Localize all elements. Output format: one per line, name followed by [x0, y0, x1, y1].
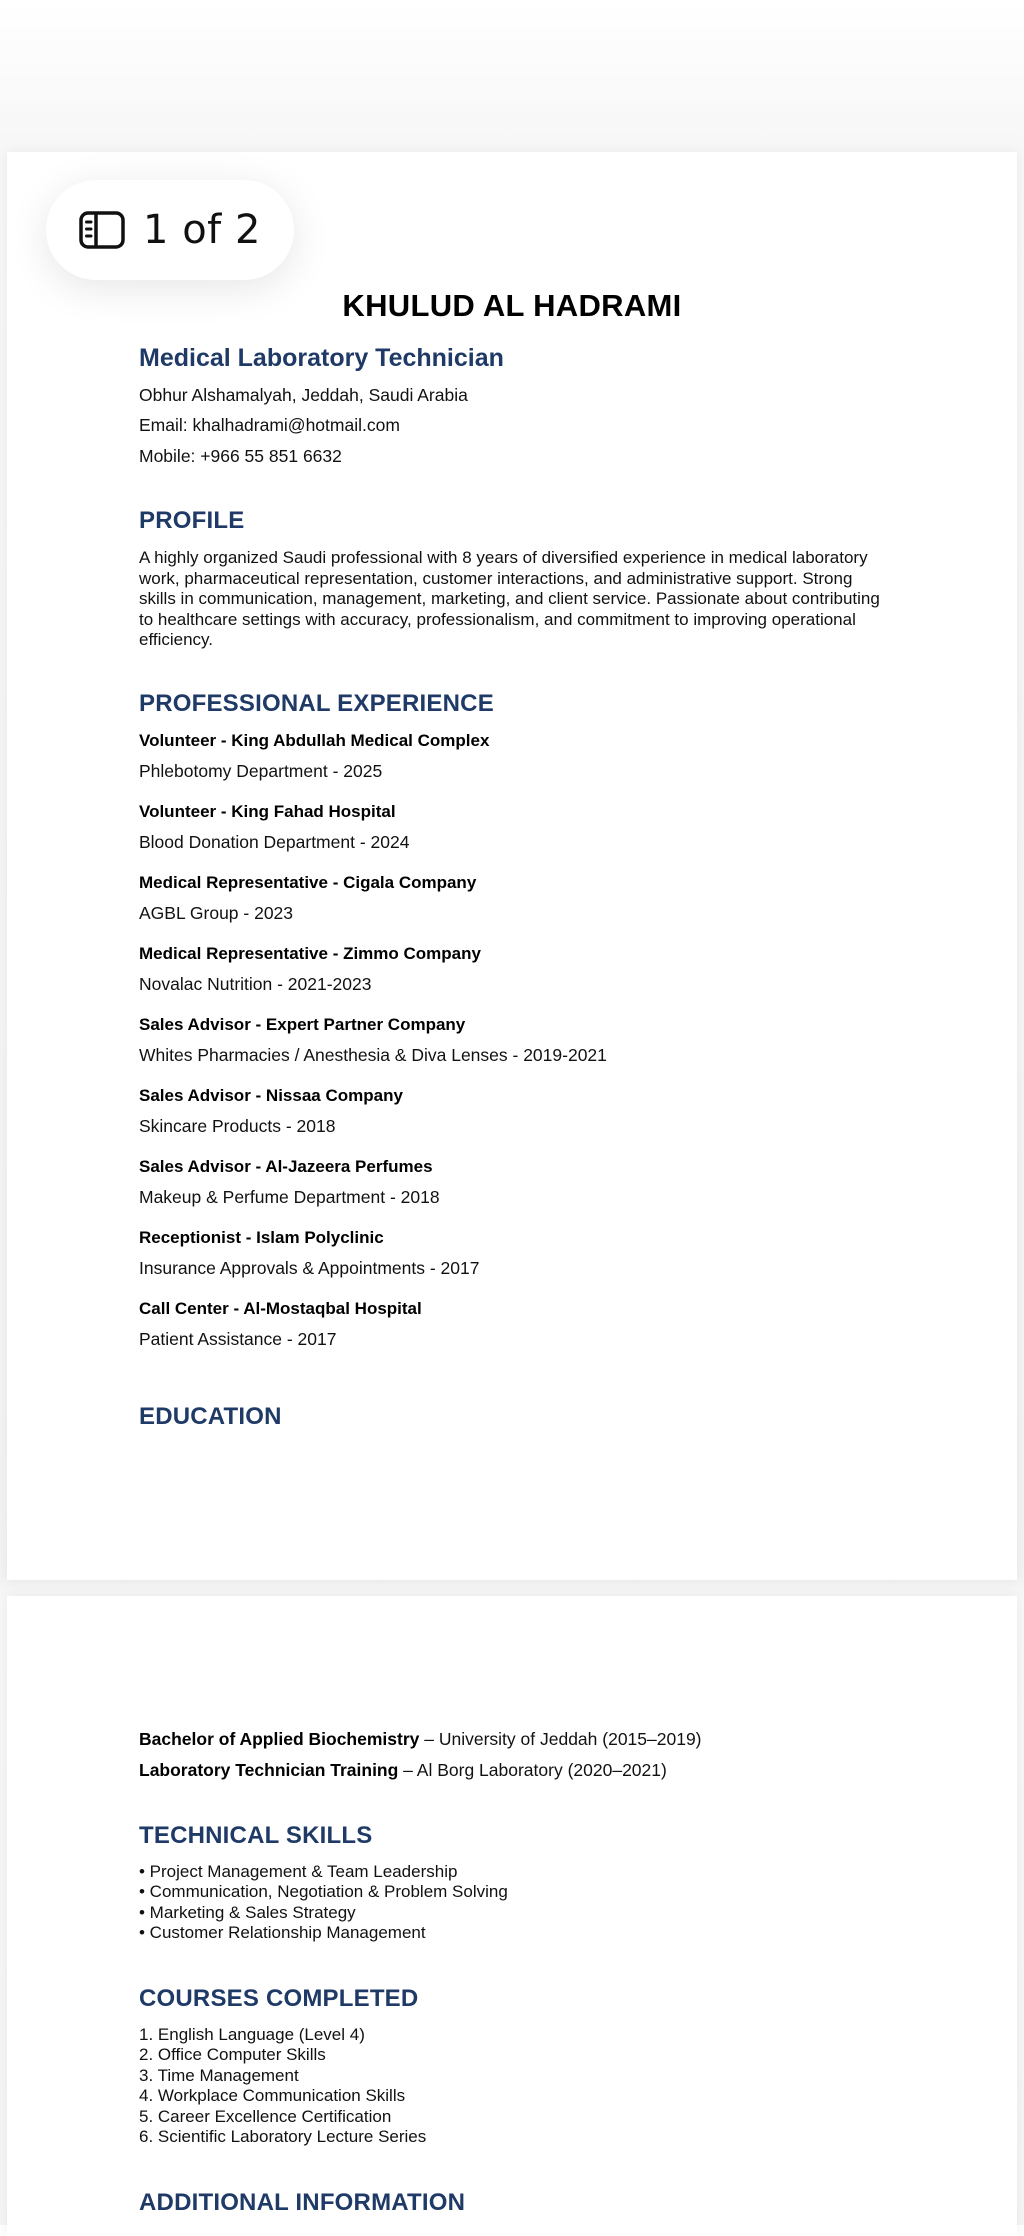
profile-heading: PROFILE — [139, 507, 245, 534]
experience-title: Sales Advisor - Nissaa Company — [139, 1086, 403, 1105]
experience-title: Sales Advisor - Al-Jazeera Perfumes — [139, 1157, 433, 1176]
experience-title: Call Center - Al-Mostaqbal Hospital — [139, 1299, 422, 1318]
courses-list — [139, 2025, 426, 2147]
experience-detail: Phlebotomy Department - 2025 — [139, 761, 383, 781]
course-item: 3. Time Management — [139, 2065, 299, 2085]
education-heading: EDUCATION — [139, 1403, 282, 1430]
experience-title: Volunteer - King Abdullah Medical Complex — [139, 731, 490, 750]
profile-text: A highly organized Saudi professional with 8 years of diversified experience in medical laboratory work, pharmaceutical representation, customer interactions, and administrative support. Strong skills in communication, management, marketing, and client service. Passionate about contributing to healthcare settings with accuracy, professionalism, and commitment to improving operational efficiency. — [139, 548, 880, 649]
experience-detail: Makeup & Perfume Department - 2018 — [139, 1187, 440, 1207]
contact-address: Obhur Alshamalyah, Jeddah, Saudi Arabia — [139, 385, 468, 405]
experience-title: Volunteer - King Fahad Hospital — [139, 802, 396, 821]
education-item — [139, 1729, 702, 1750]
skill-item: • Marketing & Sales Strategy — [139, 1902, 356, 1922]
contact-email: Email: khalhadrami@hotmail.com — [139, 415, 400, 435]
skill-item: • Project Management & Team Leadership — [139, 1862, 458, 1881]
course-item: 5. Career Excellence Certification — [139, 2106, 392, 2126]
experience-detail: Novalac Nutrition - 2021-2023 — [139, 974, 372, 994]
course-item: 1. English Language (Level 4) — [139, 2025, 365, 2044]
course-item: 6. Scientific Laboratory Lecture Series — [139, 2127, 427, 2147]
candidate-name: KHULUD AL HADRAMI — [342, 288, 682, 323]
experience-detail: Skincare Products - 2018 — [139, 1116, 336, 1136]
experience-detail: Blood Donation Department - 2024 — [139, 832, 410, 852]
skill-item: • Communication, Negotiation & Problem Solving — [139, 1882, 508, 1902]
experience-title: Receptionist - Islam Polyclinic — [139, 1228, 384, 1247]
course-item: 4. Workplace Communication Skills — [139, 2086, 406, 2106]
education-degree: Bachelor of Applied Biochemistry — [139, 1729, 420, 1749]
skill-item: • Customer Relationship Management — [139, 1923, 426, 1943]
experience-detail: AGBL Group - 2023 — [139, 903, 294, 923]
experience-detail: Insurance Approvals & Appointments - 2017 — [139, 1258, 480, 1278]
experience-title: Sales Advisor - Expert Partner Company — [139, 1015, 466, 1034]
experience-detail: Patient Assistance - 2017 — [139, 1329, 337, 1349]
contact-mobile: Mobile: +966 55 851 6632 — [139, 446, 342, 466]
education-degree: Laboratory Technician Training — [139, 1760, 399, 1780]
courses-heading: COURSES COMPLETED — [139, 1985, 419, 2012]
experience-detail: Whites Pharmacies / Anesthesia & Diva Lenses - 2019-2021 — [139, 1045, 607, 1065]
course-item: 2. Office Computer Skills — [139, 2045, 326, 2065]
education-detail: – University of Jeddah (2015–2019) — [419, 1729, 702, 1749]
job-title: Medical Laboratory Technician — [139, 344, 504, 372]
skills-list — [139, 1862, 508, 1944]
experience-title: Medical Representative - Zimmo Company — [139, 944, 481, 963]
sidebar-thumbnails-icon — [79, 211, 125, 249]
experience-heading: PROFESSIONAL EXPERIENCE — [139, 690, 494, 717]
education-detail: – Al Borg Laboratory (2020–2021) — [398, 1760, 667, 1780]
skills-heading: TECHNICAL SKILLS — [139, 1822, 373, 1849]
additional-info-heading: ADDITIONAL INFORMATION — [139, 2189, 466, 2216]
education-item — [139, 1760, 667, 1781]
page-indicator-label: 1 of 2 — [143, 207, 261, 253]
page-indicator-button[interactable] — [46, 180, 294, 280]
experience-title: Medical Representative - Cigala Company — [139, 873, 477, 892]
